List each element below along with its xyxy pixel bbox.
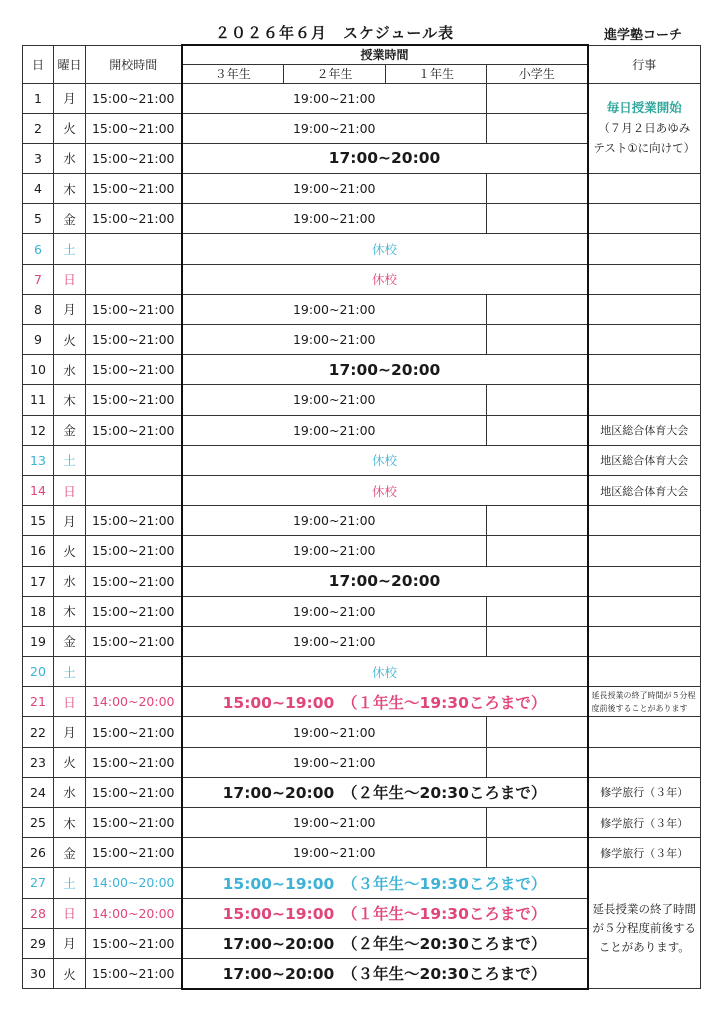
header-date: 日 (23, 45, 54, 83)
table-row (23, 717, 701, 747)
class-hours-cell: 19:00~21:00 (182, 536, 487, 566)
open-hours-cell: 14:00~20:00 (86, 898, 182, 928)
weekday-cell: 火 (54, 747, 86, 777)
date-cell: 1 (23, 83, 54, 113)
weekday-cell: 水 (54, 143, 86, 173)
weekday-cell: 水 (54, 566, 86, 596)
elementary-cell (487, 113, 588, 143)
class-hours-cell: 17:00~20:00 （２年生～20:30ころまで） (182, 777, 588, 807)
class-hours-cell: 19:00~21:00 (182, 385, 487, 415)
class-hours-cell: 休校 (182, 657, 588, 687)
weekday-cell: 火 (54, 113, 86, 143)
class-hours-cell: 19:00~21:00 (182, 204, 487, 234)
open-hours-cell: 15:00~21:00 (86, 536, 182, 566)
header-grade3: ３年生 (182, 64, 284, 83)
date-cell: 13 (23, 445, 54, 475)
class-hours-cell: 15:00~19:00 （３年生～19:30ころまで） (182, 868, 588, 898)
event-cell (588, 717, 701, 747)
open-hours-cell (86, 264, 182, 294)
table-row (23, 475, 701, 505)
weekday-cell: 木 (54, 596, 86, 626)
elementary-cell (487, 83, 588, 113)
class-hours-cell: 休校 (182, 234, 588, 264)
event-line: （７月２日あゆみ (598, 121, 691, 136)
class-hours-cell: 19:00~21:00 (182, 747, 487, 777)
event-cell (588, 536, 701, 566)
open-hours-cell: 15:00~21:00 (86, 294, 182, 324)
header-class-hours: 授業時間 (182, 45, 588, 64)
date-cell: 11 (23, 385, 54, 415)
weekday-cell: 日 (54, 264, 86, 294)
event-cell (588, 204, 701, 234)
open-hours-cell: 15:00~21:00 (86, 808, 182, 838)
page-title: ２０２６年６月 スケジュール表 (215, 24, 455, 42)
class-hours-cell: 19:00~21:00 (182, 415, 487, 445)
event-cell: 修学旅行（３年） (588, 838, 701, 868)
elementary-cell (487, 294, 588, 324)
date-cell: 25 (23, 808, 54, 838)
open-hours-cell (86, 234, 182, 264)
date-cell: 8 (23, 294, 54, 324)
open-hours-cell: 15:00~21:00 (86, 747, 182, 777)
table-row (23, 355, 701, 385)
weekday-cell: 金 (54, 626, 86, 656)
elementary-cell (487, 506, 588, 536)
class-hours-cell: 休校 (182, 445, 588, 475)
event-cell (588, 747, 701, 777)
class-hours-cell: 19:00~21:00 (182, 808, 487, 838)
elementary-cell (487, 626, 588, 656)
table-row (23, 506, 701, 536)
elementary-cell (487, 596, 588, 626)
table-row (23, 385, 701, 415)
event-cell: 地区総合体育大会 (588, 445, 701, 475)
weekday-cell: 金 (54, 415, 86, 445)
open-hours-cell: 15:00~21:00 (86, 204, 182, 234)
weekday-cell: 月 (54, 928, 86, 958)
elementary-cell (487, 204, 588, 234)
date-cell: 15 (23, 506, 54, 536)
open-hours-cell: 15:00~21:00 (86, 596, 182, 626)
weekday-cell: 火 (54, 536, 86, 566)
class-hours-cell: 17:00~20:00 (182, 355, 588, 385)
class-hours-cell: 19:00~21:00 (182, 626, 487, 656)
elementary-cell (487, 536, 588, 566)
table-row (23, 234, 701, 264)
event-title: 毎日授業開始 (606, 100, 682, 116)
date-cell: 22 (23, 717, 54, 747)
event-cell (588, 294, 701, 324)
table-row (23, 294, 701, 324)
event-cell: 延長授業の終了時間が５分程度前後することがあります。 (588, 868, 701, 989)
table-row (23, 657, 701, 687)
open-hours-cell (86, 445, 182, 475)
table-row (23, 83, 701, 113)
elementary-cell (487, 747, 588, 777)
weekday-cell: 土 (54, 445, 86, 475)
open-hours-cell: 15:00~21:00 (86, 385, 182, 415)
weekday-cell: 木 (54, 808, 86, 838)
class-hours-cell: 17:00~20:00 （３年生～20:30ころまで） (182, 958, 588, 988)
weekday-cell: 木 (54, 174, 86, 204)
open-hours-cell: 15:00~21:00 (86, 325, 182, 355)
date-cell: 18 (23, 596, 54, 626)
elementary-cell (487, 717, 588, 747)
elementary-cell (487, 385, 588, 415)
date-cell: 19 (23, 626, 54, 656)
open-hours-cell: 15:00~21:00 (86, 626, 182, 656)
table-row (23, 445, 701, 475)
event-cell (588, 506, 701, 536)
open-hours-cell: 15:00~21:00 (86, 143, 182, 173)
date-cell: 5 (23, 204, 54, 234)
date-cell: 10 (23, 355, 54, 385)
open-hours-cell: 15:00~21:00 (86, 174, 182, 204)
event-cell (588, 566, 701, 596)
class-hours-cell: 19:00~21:00 (182, 717, 487, 747)
class-hours-cell: 15:00~19:00 （１年生～19:30ころまで） (182, 687, 588, 717)
elementary-cell (487, 325, 588, 355)
event-cell (588, 355, 701, 385)
schedule-body (23, 83, 701, 989)
open-hours-cell: 15:00~21:00 (86, 415, 182, 445)
header-grade1: １年生 (386, 64, 487, 83)
weekday-cell: 月 (54, 506, 86, 536)
date-cell: 20 (23, 657, 54, 687)
header-elementary: 小学生 (487, 64, 588, 83)
open-hours-cell: 15:00~21:00 (86, 355, 182, 385)
open-hours-cell: 15:00~21:00 (86, 566, 182, 596)
date-cell: 3 (23, 143, 54, 173)
table-row (23, 174, 701, 204)
open-hours-cell: 15:00~21:00 (86, 83, 182, 113)
date-cell: 6 (23, 234, 54, 264)
weekday-cell: 日 (54, 687, 86, 717)
elementary-cell (487, 808, 588, 838)
schedule-table (22, 44, 701, 990)
table-row (23, 536, 701, 566)
open-hours-cell: 15:00~21:00 (86, 928, 182, 958)
weekday-cell: 金 (54, 838, 86, 868)
elementary-cell (487, 838, 588, 868)
date-cell: 30 (23, 958, 54, 988)
weekday-cell: 月 (54, 294, 86, 324)
weekday-cell: 日 (54, 475, 86, 505)
weekday-cell: 日 (54, 898, 86, 928)
table-row (23, 325, 701, 355)
date-cell: 27 (23, 868, 54, 898)
header-weekday: 曜日 (54, 45, 86, 83)
event-cell (588, 83, 701, 174)
event-cell: 地区総合体育大会 (588, 475, 701, 505)
open-hours-cell: 15:00~21:00 (86, 958, 182, 988)
weekday-cell: 火 (54, 958, 86, 988)
table-row (23, 687, 701, 717)
event-cell: 延長授業の終了時間が５分程度前後することがあります (588, 687, 701, 717)
table-row (23, 777, 701, 807)
open-hours-cell: 15:00~21:00 (86, 717, 182, 747)
date-cell: 2 (23, 113, 54, 143)
weekday-cell: 木 (54, 385, 86, 415)
class-hours-cell: 19:00~21:00 (182, 174, 487, 204)
event-cell (588, 385, 701, 415)
date-cell: 7 (23, 264, 54, 294)
date-cell: 4 (23, 174, 54, 204)
class-hours-cell: 15:00~19:00 （１年生～19:30ころまで） (182, 898, 588, 928)
class-hours-cell: 17:00~20:00 （２年生～20:30ころまで） (182, 928, 588, 958)
open-hours-cell: 15:00~21:00 (86, 777, 182, 807)
event-cell (588, 325, 701, 355)
event-cell (588, 626, 701, 656)
date-cell: 24 (23, 777, 54, 807)
date-cell: 21 (23, 687, 54, 717)
class-hours-cell: 19:00~21:00 (182, 294, 487, 324)
table-row (23, 566, 701, 596)
elementary-cell (487, 174, 588, 204)
date-cell: 9 (23, 325, 54, 355)
weekday-cell: 月 (54, 717, 86, 747)
open-hours-cell (86, 475, 182, 505)
class-hours-cell: 17:00~20:00 (182, 143, 588, 173)
open-hours-cell: 15:00~21:00 (86, 113, 182, 143)
class-hours-cell: 19:00~21:00 (182, 325, 487, 355)
date-cell: 17 (23, 566, 54, 596)
open-hours-cell: 15:00~21:00 (86, 506, 182, 536)
open-hours-cell: 14:00~20:00 (86, 687, 182, 717)
weekday-cell: 土 (54, 657, 86, 687)
table-row (23, 868, 701, 898)
weekday-cell: 火 (54, 325, 86, 355)
event-cell (588, 234, 701, 264)
class-hours-cell: 19:00~21:00 (182, 506, 487, 536)
class-hours-cell: 19:00~21:00 (182, 596, 487, 626)
open-hours-cell (86, 657, 182, 687)
weekday-cell: 月 (54, 83, 86, 113)
header-grade2: ２年生 (284, 64, 386, 83)
table-row (23, 808, 701, 838)
date-cell: 14 (23, 475, 54, 505)
event-line: テスト①に向けて） (593, 141, 696, 156)
open-hours-cell: 15:00~21:00 (86, 838, 182, 868)
table-row (23, 838, 701, 868)
event-cell (588, 596, 701, 626)
event-cell (588, 657, 701, 687)
weekday-cell: 水 (54, 355, 86, 385)
event-cell: 地区総合体育大会 (588, 415, 701, 445)
weekday-cell: 土 (54, 868, 86, 898)
table-row (23, 626, 701, 656)
date-cell: 29 (23, 928, 54, 958)
open-hours-cell: 14:00~20:00 (86, 868, 182, 898)
date-cell: 28 (23, 898, 54, 928)
table-row (23, 747, 701, 777)
table-row (23, 596, 701, 626)
weekday-cell: 金 (54, 204, 86, 234)
date-cell: 12 (23, 415, 54, 445)
weekday-cell: 土 (54, 234, 86, 264)
date-cell: 23 (23, 747, 54, 777)
class-hours-cell: 19:00~21:00 (182, 83, 487, 113)
organization-name: 進学塾コーチ (604, 28, 683, 43)
event-cell: 修学旅行（３年） (588, 777, 701, 807)
event-cell (588, 174, 701, 204)
event-cell: 修学旅行（３年） (588, 808, 701, 838)
class-hours-cell: 休校 (182, 264, 588, 294)
table-row (23, 415, 701, 445)
date-cell: 16 (23, 536, 54, 566)
elementary-cell (487, 415, 588, 445)
class-hours-cell: 17:00~20:00 (182, 566, 588, 596)
table-row (23, 204, 701, 234)
header-open-hours: 開校時間 (86, 45, 182, 83)
class-hours-cell: 19:00~21:00 (182, 113, 487, 143)
event-cell (588, 264, 701, 294)
header-events: 行事 (588, 45, 701, 83)
class-hours-cell: 休校 (182, 475, 588, 505)
table-row (23, 264, 701, 294)
date-cell: 26 (23, 838, 54, 868)
weekday-cell: 水 (54, 777, 86, 807)
class-hours-cell: 19:00~21:00 (182, 838, 487, 868)
